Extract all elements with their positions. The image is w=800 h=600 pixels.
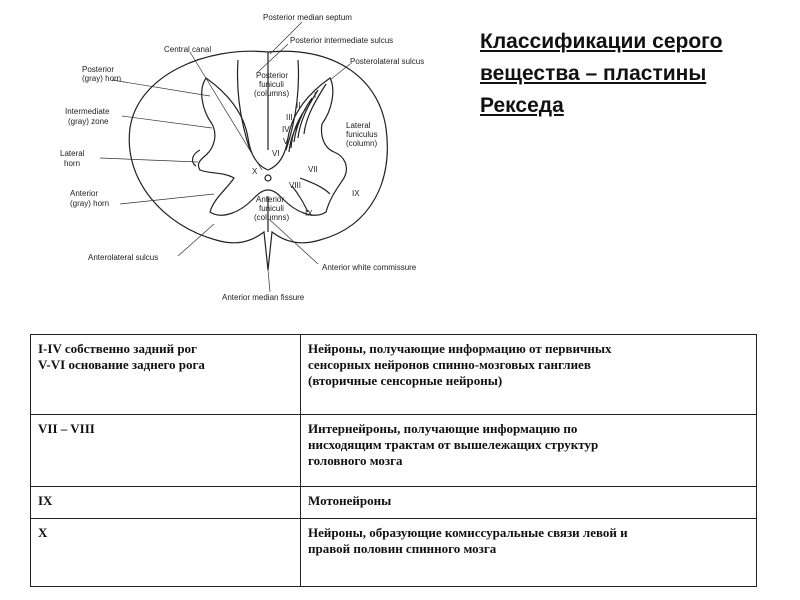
label-lateral-horn: Lateral — [60, 149, 85, 158]
table-row — [31, 519, 757, 587]
label-anterior-funiculi: (columns) — [254, 213, 290, 222]
description-text: Мотонейроны — [308, 493, 392, 508]
laminae-cell — [31, 335, 301, 415]
label-posterior-median-septum: Posterior median septum — [263, 13, 352, 22]
laminae-text: VII – VIII — [38, 421, 95, 436]
description-text: Нейроны, образующие комиссуральные связи левой и — [308, 525, 628, 540]
description-text: Нейроны, получающие информацию от первичных — [308, 341, 612, 356]
laminae-cell — [31, 415, 301, 487]
label-anterior-median-fissure: Anterior median fissure — [222, 293, 305, 302]
lamina-II: II — [296, 101, 301, 110]
label-posterior-funiculi: (columns) — [254, 89, 290, 98]
lamina-IX: IX — [352, 189, 360, 198]
laminae-text: V-VI основание заднего рога — [38, 357, 205, 372]
laminae-text: I-IV собственно задний рог — [38, 341, 197, 356]
table-row — [31, 415, 757, 487]
slide-title-line: Рекседа — [480, 94, 564, 117]
label-posterior-funiculi: funiculi — [259, 80, 284, 89]
label-intermediate-zone: (gray) zone — [68, 117, 109, 126]
lamina-V: V — [283, 137, 289, 146]
label-lateral-funiculus: Lateral — [346, 121, 371, 130]
label-intermediate-zone: Intermediate — [65, 107, 110, 116]
lamina-III: III — [286, 113, 293, 122]
label-anterior-gray-horn: (gray) horn — [70, 199, 110, 208]
label-anterolateral-sulcus: Anterolateral sulcus — [88, 253, 159, 262]
slide-title-line: вещества – пластины — [480, 62, 707, 85]
description-text: головного мозга — [308, 453, 403, 468]
description-text: (вторичные сенсорные нейроны) — [308, 373, 503, 388]
label-lateral-horn: horn — [64, 159, 81, 168]
description-text: сенсорных нейронов спинно-мозговых ганглиев — [308, 357, 591, 372]
spinal-cord-cross-section-diagram — [0, 0, 470, 320]
description-cell — [301, 335, 757, 415]
label-posterior-gray-horn: Posterior — [82, 65, 115, 74]
label-posterolateral-sulcus: Posterolateral sulcus — [350, 57, 425, 66]
slide-title — [480, 26, 780, 122]
label-anterior-funiculi: Anterior — [256, 195, 285, 204]
slide-title-line: Классификации серого — [480, 30, 723, 53]
lamina-VI: VI — [272, 149, 280, 158]
label-anterior-gray-horn: Anterior — [70, 189, 99, 198]
central-canal-ring — [265, 175, 271, 181]
laminae-text: X — [38, 525, 48, 540]
lamina-VIII: VIII — [289, 181, 302, 190]
label-posterior-funiculi: Posterior — [256, 71, 289, 80]
label-anterior-funiculi: funiculi — [259, 204, 284, 213]
label-posterior-intermediate-sulcus: Posterior intermediate sulcus — [290, 36, 394, 45]
description-cell — [301, 487, 757, 519]
table-row — [31, 335, 757, 415]
table-row — [31, 487, 757, 519]
rexed-laminae-table — [30, 334, 757, 587]
label-central-canal: Central canal — [164, 45, 212, 54]
description-cell — [301, 519, 757, 587]
lamina-I: I — [314, 91, 317, 100]
description-text: Интернейроны, получающие информацию по — [308, 421, 578, 436]
laminae-cell — [31, 519, 301, 587]
lamina-IV: IV — [282, 125, 290, 134]
description-text: нисходящим трактам от вышележащих структур — [308, 437, 599, 452]
label-anterior-white-commissure: Anterior white commissure — [322, 263, 417, 272]
laminae-text: IX — [38, 493, 53, 508]
description-cell — [301, 415, 757, 487]
label-lateral-funiculus: funiculus — [346, 130, 378, 139]
lamina-VII: VII — [308, 165, 318, 174]
lamina-X: X — [252, 167, 258, 176]
label-lateral-funiculus: (column) — [346, 139, 378, 148]
laminae-cell — [31, 487, 301, 519]
lamina-IX: IX — [305, 209, 313, 218]
description-text: правой половин спинного мозга — [308, 541, 497, 556]
label-posterior-gray-horn: (gray) horn — [82, 74, 122, 83]
